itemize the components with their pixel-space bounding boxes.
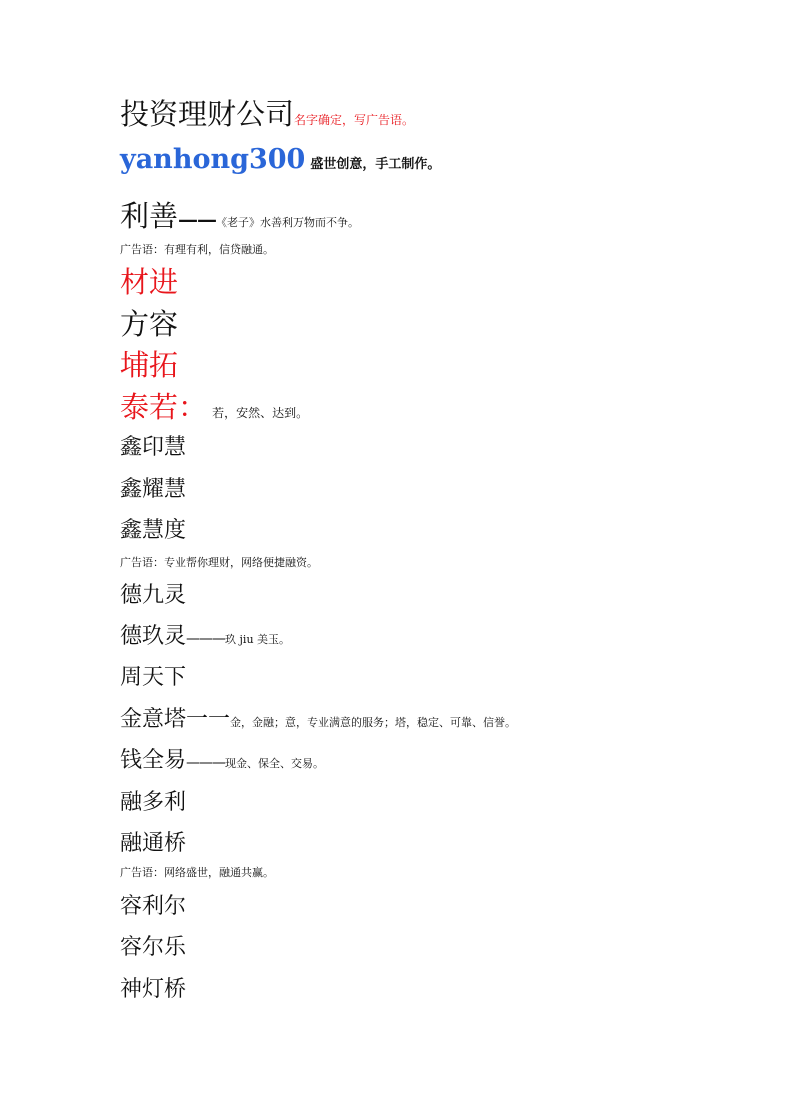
entry-xinyinhui: 鑫印慧: [120, 435, 187, 460]
entry-note: 金，金融；意，专业满意的服务；塔，稳定、可靠、信誉。: [230, 716, 517, 729]
entry-dash: ———: [186, 755, 226, 771]
author-name: yanhong300: [120, 144, 306, 175]
entry-name: 钱全易: [120, 748, 187, 773]
entry-name: 金意塔: [120, 707, 187, 732]
entry-name: 德玖灵: [120, 624, 187, 649]
entry-name: 利善: [120, 199, 179, 233]
title-line: [120, 97, 415, 131]
entry-lishan: [120, 199, 360, 233]
entry-dejiuling2: [120, 626, 290, 648]
entry-butuo: 埔拓: [120, 348, 179, 382]
entry-dash: 一一: [186, 707, 231, 732]
author-line: [120, 146, 440, 173]
entry-qianquanyi: [120, 750, 324, 772]
entry-note: 现金、保全、交易。: [225, 757, 325, 770]
slogan-1: 广告语：有理有利，信贷融通。: [120, 243, 274, 256]
entry-rongli-er: 容利尔: [120, 894, 187, 919]
entry-jinyita: [120, 709, 516, 731]
slogan-3: 广告语：网络盛世，融通共赢。: [120, 866, 274, 879]
entry-note: 《老子》水善利万物而不争。: [216, 216, 360, 229]
entry-caijin: 材进: [120, 265, 179, 299]
entry-tairuo: [120, 390, 309, 424]
entry-dejiuling: 德九灵: [120, 583, 187, 608]
entry-dash: ———: [186, 631, 226, 647]
entry-note: 若，安然、达到。: [212, 406, 309, 420]
entry-rong-er-le: 容尔乐: [120, 935, 187, 960]
doc-title: 投资理财公司: [120, 97, 295, 131]
entry-shendengqiao: 神灯桥: [120, 977, 187, 1002]
entry-note: 玖 jiu 美玉。: [225, 633, 291, 646]
entry-fangrong: 方容: [120, 307, 179, 341]
title-note: 名字确定，写广告语。: [294, 113, 415, 127]
entry-xinhuidu: 鑫慧度: [120, 518, 187, 543]
entry-xinyaohui: 鑫耀慧: [120, 477, 187, 502]
author-note: 盛世创意，手工制作。: [310, 157, 441, 172]
entry-rongtongqiao: 融通桥: [120, 831, 187, 856]
entry-name: 泰若：: [120, 390, 208, 424]
entry-dash: ——: [178, 207, 217, 231]
entry-rongduoli: 融多利: [120, 790, 187, 815]
entry-zhoutianxia: 周天下: [120, 665, 187, 690]
slogan-2: 广告语：专业帮你理财，网络便捷融资。: [120, 556, 318, 569]
